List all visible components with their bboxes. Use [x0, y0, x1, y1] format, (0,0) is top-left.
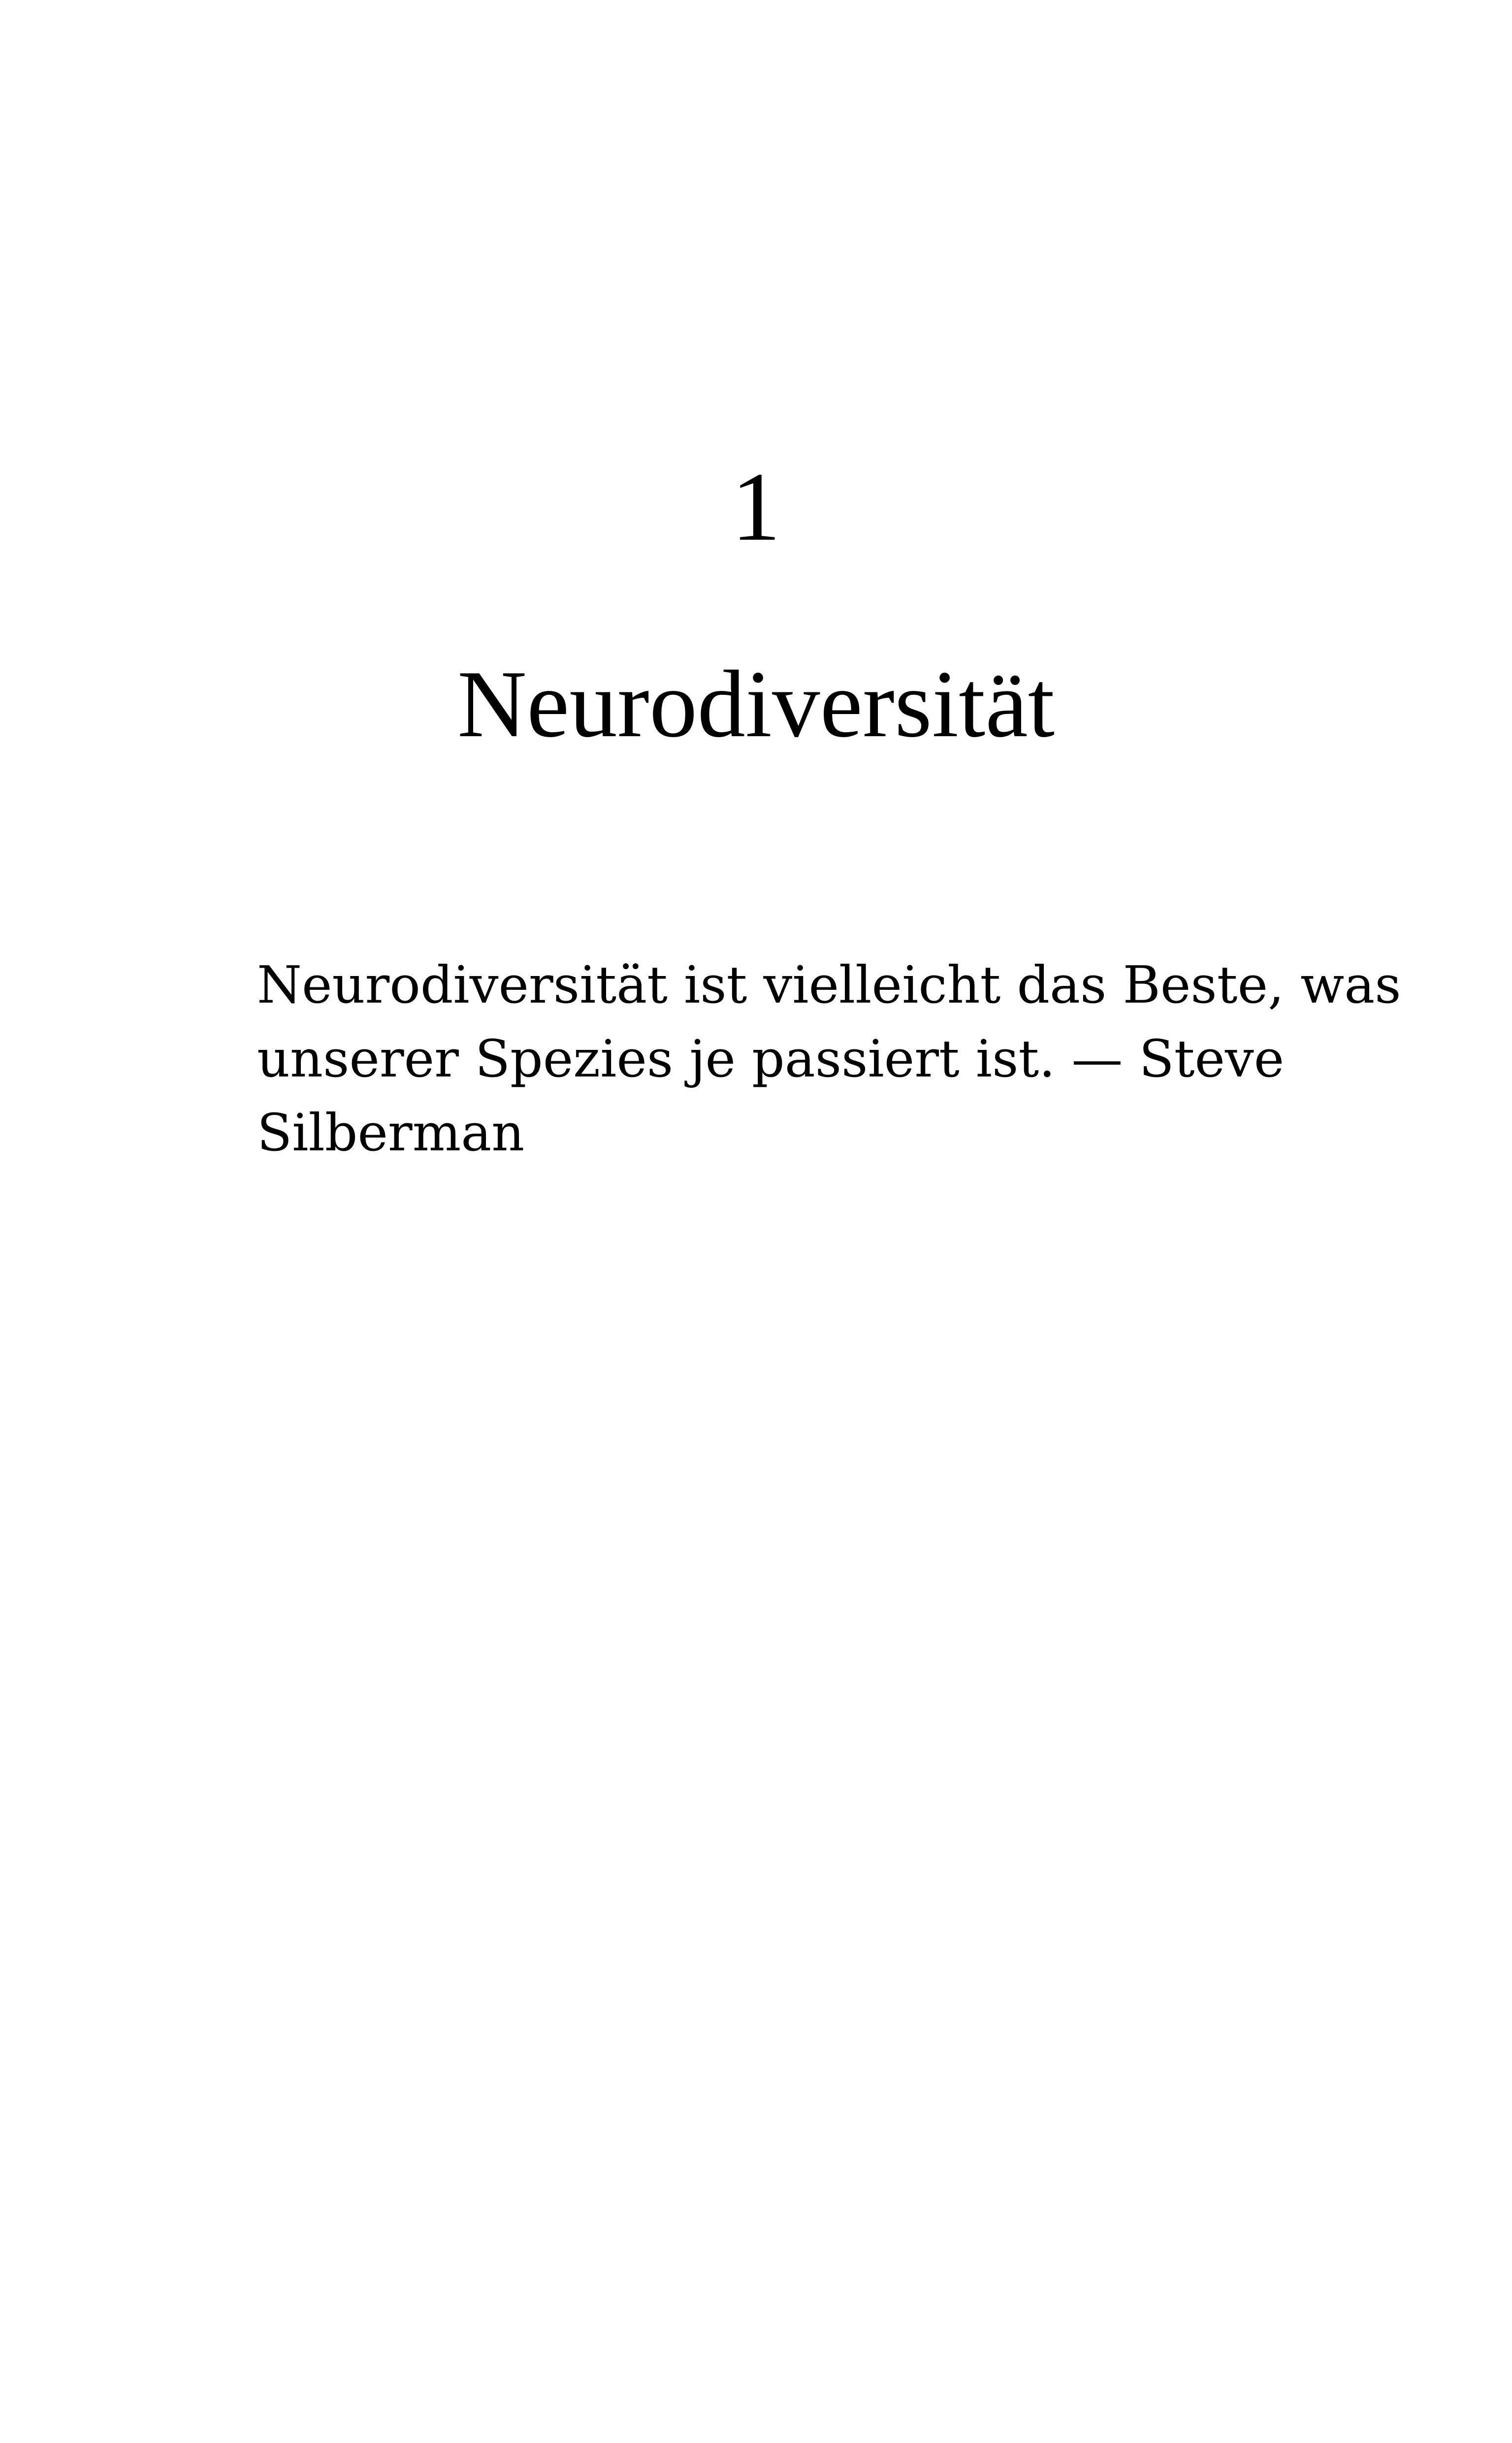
chapter-number: 1	[731, 453, 781, 561]
chapter-title: Neurodiversität	[457, 651, 1055, 757]
epigraph-quote	[257, 948, 1401, 1170]
epigraph-line: Neurodiversität ist vielleicht das Beste, was	[257, 955, 1401, 1015]
epigraph-line: Silberman	[257, 1103, 525, 1163]
epigraph-line: unserer Spezies je passiert ist. — Steve	[257, 1029, 1285, 1089]
